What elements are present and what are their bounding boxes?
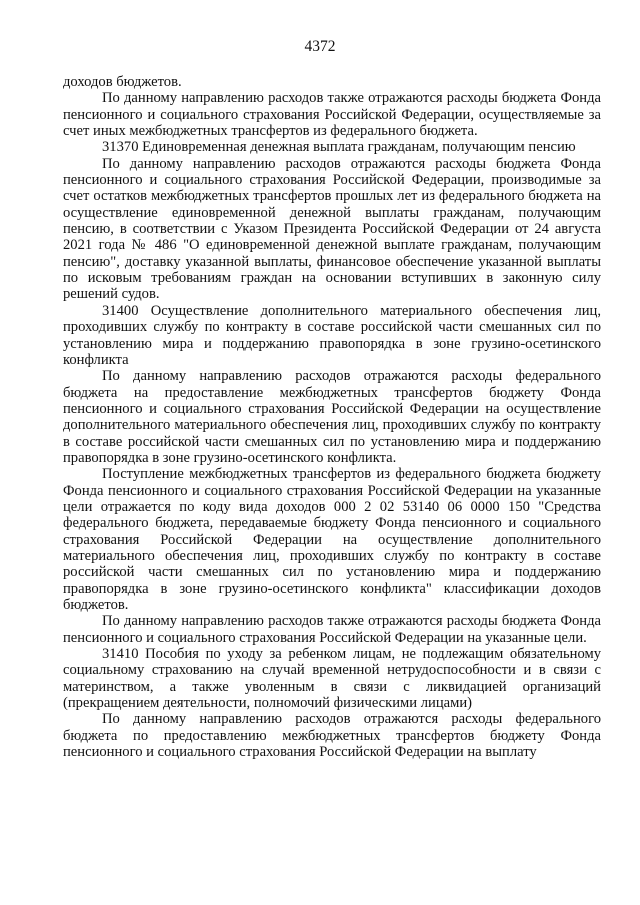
paragraph: По данному направлению расходов также отражаются расходы бюджета Фонда пенсионного и социального страхования Российской Федерации, осуществляемые за счет иных межбюджетных трансфертов из федерального бюджета. [63, 90, 601, 140]
paragraph-continuation: доходов бюджетов. [63, 74, 182, 90]
paragraph: По данному направлению расходов отражаются расходы бюджета Фонда пенсионного и социального страхования Российской Федерации, производимые за счет остатков межбюджетных трансфертов прошлых лет из федерального бюджета на осуществление единовременной денежной выплаты гражданам, получающим пенсию, в соответствии с Указом Президента Российской Федерации от 24 августа 2021 года № 486 "О единовременной денежной выплате гражданам, получающим пенсию", доставку указанной выплаты, финансовое обеспечение указанной выплаты по исковым требованиям граждан на основании вступивших в законную силу решений судов. [63, 155, 601, 303]
paragraph: По данному направлению расходов отражаются расходы федерального бюджета на предоставление межбюджетных трансфертов бюджету Фонда пенсионного и социального страхования Российской Федерации на осуществление дополнительного материального обеспечения лиц, проходивших службу по контракту в составе российской части смешанных сил по установлению мира и поддержанию правопорядка в зоне грузино-осетинского конфликта. [63, 368, 601, 466]
page-number: 4372 [304, 38, 336, 55]
paragraph: По данному направлению расходов также отражаются расходы бюджета Фонда пенсионного и социального страхования Российской Федерации на указанные цели. [63, 613, 601, 646]
paragraph: Поступление межбюджетных трансфертов из федерального бюджета бюджету Фонда пенсионного и социального страхования Российской Федерации на указанные цели отражается по коду вида доходов 000 2 02 53140 06 0000 150 "Средства федерального бюджета, передаваемые бюджету Фонда пенсионного и социального страхования Российской Федерации на осуществление дополнительного материального обеспечения лиц, проходивших службу по контракту в составе российской части смешанных сил по установлению мира и поддержанию правопорядка в зоне грузино-осетинского конфликта" классификации доходов бюджетов. [63, 466, 601, 613]
section-heading-31410: 31410 Пособия по уходу за ребенком лицам, не подлежащим обязательному социальному страхованию на случай временной нетрудоспособности и в связи с материнством, а также уволенным в связи с ликвидацией организаций (прекращением деятельности, полномочий физическими лицами) [63, 646, 601, 712]
section-heading-31400: 31400 Осуществление дополнительного материального обеспечения лиц, проходивших службу по контракту в составе российской части смешанных сил по установлению мира и поддержанию правопорядка в зоне грузино-осетинского конфликта [63, 302, 601, 368]
section-heading-31370: 31370 Единовременная денежная выплата гражданам, получающим пенсию [102, 139, 576, 156]
document-body [63, 74, 601, 760]
paragraph: По данному направлению расходов отражаются расходы федерального бюджета по предоставлению межбюджетных трансфертов бюджету Фонда пенсионного и социального страхования Российской Федерации на выплату [63, 711, 601, 761]
